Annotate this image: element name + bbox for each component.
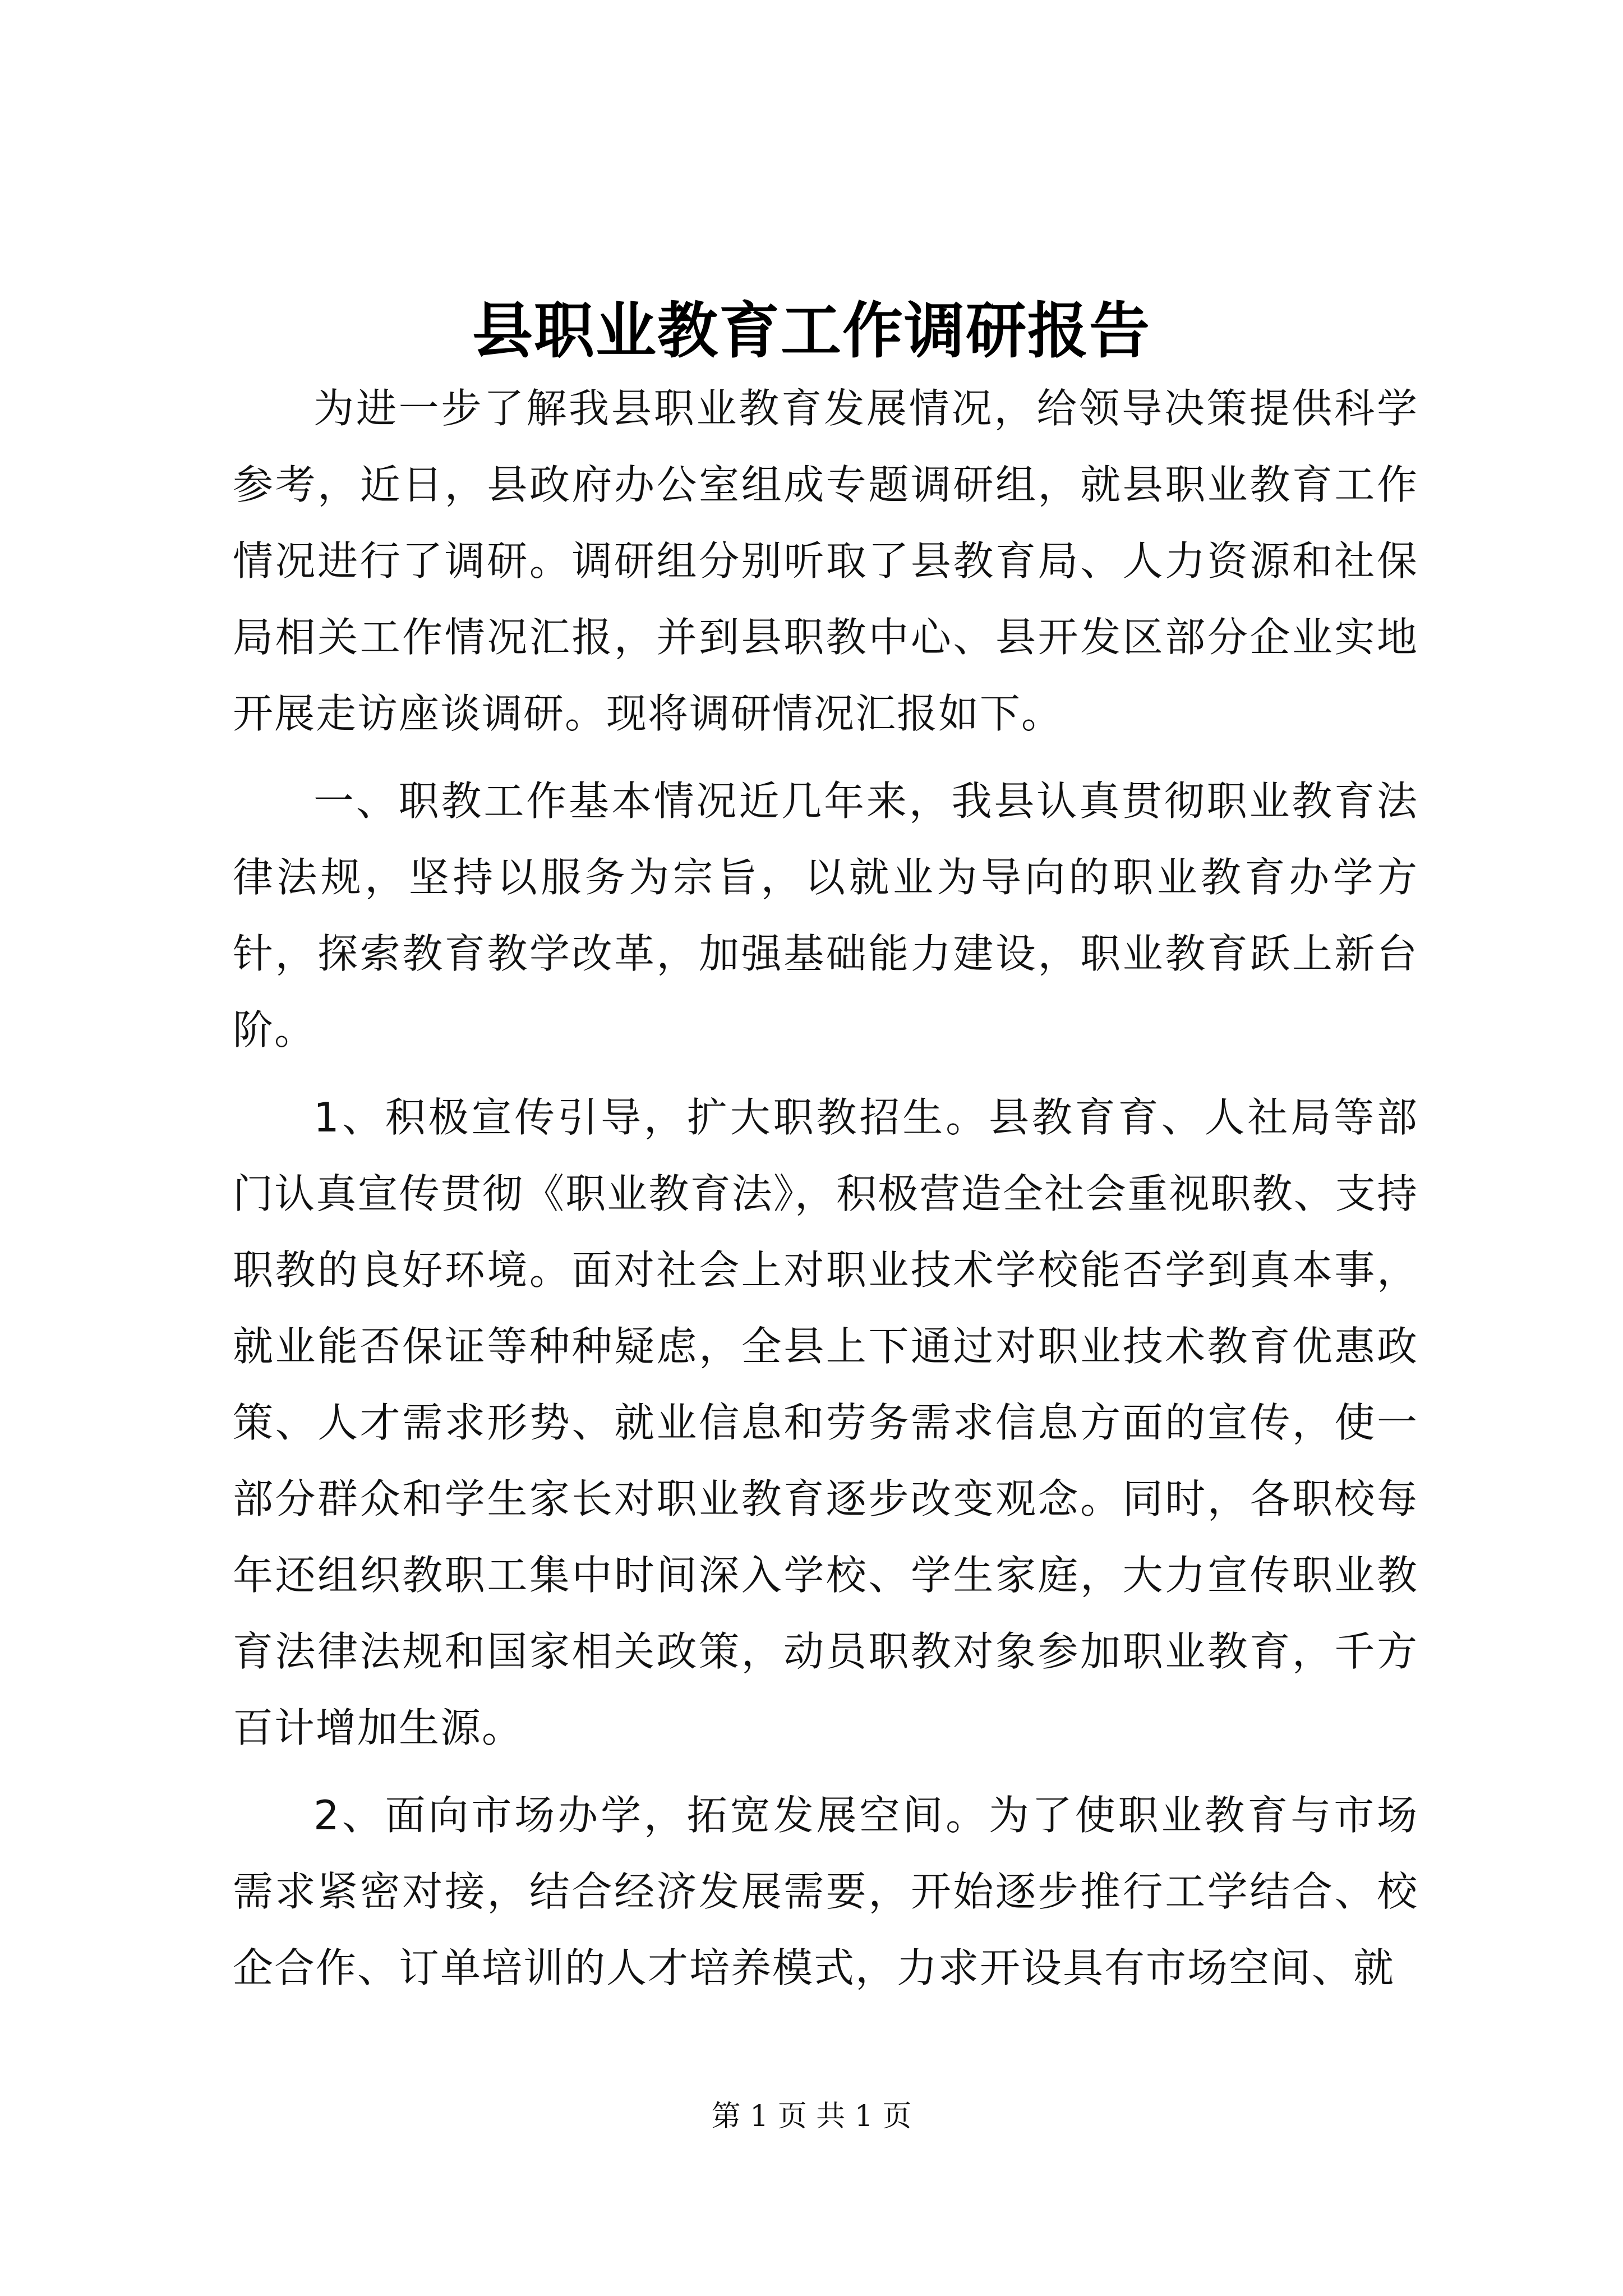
paragraph-item-1: 1、积极宣传引导，扩大职教招生。县教育育、人社局等部门认真宣传贯彻《职业教育法》，积极营造全社会重视职教、支持职教的良好环境。面对社会上对职业技术学校能否学到真本事，就业能否保证等种种疑虑，全县上下通过对职业技术教育优惠政策、人才需求形势、就业信息和劳务需求信息方面的宣传，使一部分群众和学生家长对职业教育逐步改变观念。同时，各职校每年还组织教职工集中时间深入学校、学生家庭，大力宣传职业教育法律法规和国家相关政策，动员职教对象参加职业教育，千方百计增加生源。: [233, 1094, 1418, 1751]
paragraph-section-1: 一、职教工作基本情况近几年来，我县认真贯彻职业教育法律法规，坚持以服务为宗旨，以就业为导向的职业教育办学方针，探索教育教学改革，加强基础能力建设，职业教育跃上新台阶。: [233, 777, 1418, 1053]
paragraph-intro: 为进一步了解我县职业教育发展情况，给领导决策提供科学参考，近日，县政府办公室组成专题调研组，就县职业教育工作情况进行了调研。调研组分别听取了县教育局、人力资源和社保局相关工作情况汇报，并到县职教中心、县开发区部分企业实地开展走访座谈调研。现将调研情况汇报如下。: [233, 385, 1418, 737]
page-number-footer: 第 1 页 共 1 页: [711, 2100, 912, 2133]
document-title: 县职业教育工作调研报告: [472, 296, 1151, 366]
document-body: [233, 370, 1418, 2006]
paragraph-item-2: 2、面向市场办学，拓宽发展空间。为了使职业教育与市场需求紧密对接，结合经济发展需要，开始逐步推行工学结合、校企合作、订单培训的人才培养模式，力求开设具有市场空间、就: [233, 1792, 1418, 1991]
